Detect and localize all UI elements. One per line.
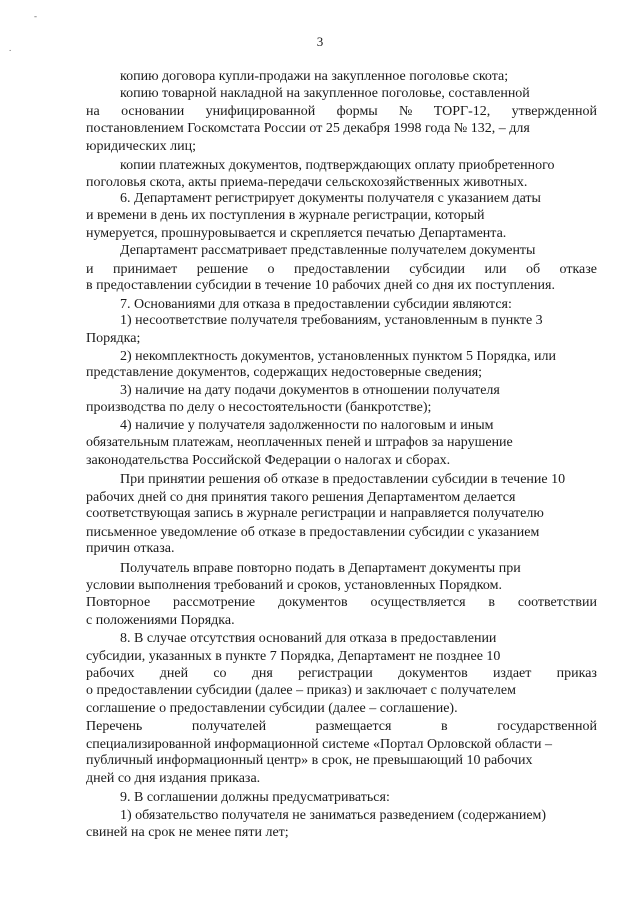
word: размещается — [315, 719, 392, 734]
word: о — [267, 262, 275, 277]
text-line: 6. Департамент регистрирует документы получателя с указанием даты — [120, 191, 541, 206]
text-line: копию товарной накладной на закупленное поголовье, составленной — [120, 86, 530, 101]
text-line: условии выполнения требований и сроков, установленных Порядком. — [86, 578, 502, 593]
text-line: Получатель вправе повторно подать в Департамент документы при — [120, 561, 521, 576]
word: Перечень — [86, 719, 143, 734]
text-line: соглашение о предоставлении субсидии (далее – соглашение). — [86, 701, 458, 716]
word: об — [525, 262, 541, 277]
word: отказе — [559, 262, 597, 277]
word: решение — [196, 262, 249, 277]
text-line: соответствующая запись в журнале регистрации и направляется получателю — [86, 506, 544, 521]
text-line: нумеруется, прошнуровывается и скрепляется печатью Департамента. — [86, 226, 507, 241]
text-line: копии платежных документов, подтверждающих оплату приобретенного — [120, 158, 555, 173]
word: регистрации — [298, 666, 373, 681]
word: ТОРГ-12, — [433, 104, 491, 119]
text-line — [86, 718, 597, 735]
text-line — [86, 103, 597, 120]
word: предоставлении — [294, 262, 390, 277]
text-line: копию договора купли-продажи на закупленное поголовье скота; — [120, 69, 509, 84]
word: документов — [277, 595, 348, 610]
word: приказ — [556, 666, 597, 681]
word: государственной — [497, 719, 597, 734]
text-line: рабочих дней со дня принятия такого решения Департаментом делается — [86, 490, 516, 505]
word: Повторное — [86, 595, 151, 610]
text-line: 9. В соглашении должны предусматриваться: — [120, 790, 390, 805]
text-line: субсидии, указанных в пункте 7 Порядка, Департамент не позднее 10 — [86, 649, 501, 664]
text-line: законодательства Российской Федерации о налогах и сборах. — [86, 453, 451, 468]
text-line: письменное уведомление об отказе в предоставлении субсидии с указанием — [86, 525, 540, 540]
word: получателей — [191, 719, 267, 734]
word: и — [86, 262, 94, 277]
word: или — [484, 262, 507, 277]
text-line: производства по делу о несостоятельности (банкротстве); — [86, 400, 432, 415]
word: со — [213, 666, 227, 681]
text-line: специализированной информационной системе «Портал Орловской области – — [86, 737, 553, 752]
text-line: дней со дня издания приказа. — [86, 771, 261, 786]
word: формы — [336, 104, 378, 119]
word: в — [441, 719, 448, 734]
scan-artifact: . — [9, 43, 12, 53]
text-line: представление документов, содержащих недостоверные сведения; — [86, 365, 483, 380]
text-line: 1) обязательство получателя не заниматься разведением (содержанием) — [120, 808, 547, 823]
word: дней — [159, 666, 189, 681]
word: на — [86, 104, 100, 119]
scan-artifact: - — [34, 11, 37, 21]
text-line: свиней на срок не менее пяти лет; — [86, 825, 289, 840]
text-line: При принятии решения об отказе в предоставлении субсидии в течение 10 — [120, 472, 566, 487]
word: соответствии — [517, 595, 597, 610]
text-line: 8. В случае отсутствия оснований для отказа в предоставлении — [120, 631, 497, 646]
text-line: причин отказа. — [86, 541, 175, 556]
text-line: юридических лиц; — [86, 139, 197, 154]
text-line: Департамент рассматривает представленные получателем документы — [120, 243, 536, 258]
text-line: 2) некомплектность документов, установленных пунктом 5 Порядка, или — [120, 349, 556, 364]
text-line: в предоставлении субсидии в течение 10 рабочих дней со дня их поступления. — [86, 278, 555, 293]
text-line: поголовья скота, акты приема-передачи сельскохозяйственных животных. — [86, 175, 528, 190]
text-line: 7. Основаниями для отказа в предоставлении субсидии являются: — [120, 297, 512, 312]
text-line — [86, 665, 597, 682]
page-number: 3 — [316, 34, 324, 49]
text-line: публичный информационный центр» в срок, не превышающий 10 рабочих — [86, 753, 533, 768]
text-line: 4) наличие у получателя задолженности по налоговым и иным — [120, 418, 494, 433]
word: основании — [121, 104, 185, 119]
text-line: Порядка; — [86, 331, 141, 346]
text-line: обязательным платежам, неоплаченных пеней и штрафов за нарушение — [86, 435, 513, 450]
text-line: 1) несоответствие получателя требованиям, установленным в пункте 3 — [120, 313, 543, 328]
word: принимает — [112, 262, 178, 277]
text-line: о предоставлении субсидии (далее – приказ) и заключает с получателем — [86, 683, 516, 698]
word: рассмотрение — [173, 595, 256, 610]
word: утвержденной — [511, 104, 597, 119]
word: дня — [251, 666, 273, 681]
word: издает — [492, 666, 532, 681]
text-line: постановлением Госкомстата России от 25 декабря 1998 года № 132, – для — [86, 121, 530, 136]
text-line — [86, 594, 597, 611]
text-line — [86, 261, 597, 278]
text-line: 3) наличие на дату подачи документов в отношении получателя — [120, 383, 500, 398]
word: документов — [398, 666, 468, 681]
word: № — [399, 104, 413, 119]
text-line: с положениями Порядка. — [86, 613, 235, 628]
word: унифицированной — [205, 104, 316, 119]
word: осуществляется — [370, 595, 466, 610]
text-line: и времени в день их поступления в журнале регистрации, который — [86, 208, 485, 223]
word: субсидии — [409, 262, 466, 277]
word: рабочих — [86, 666, 135, 681]
word: в — [488, 595, 495, 610]
